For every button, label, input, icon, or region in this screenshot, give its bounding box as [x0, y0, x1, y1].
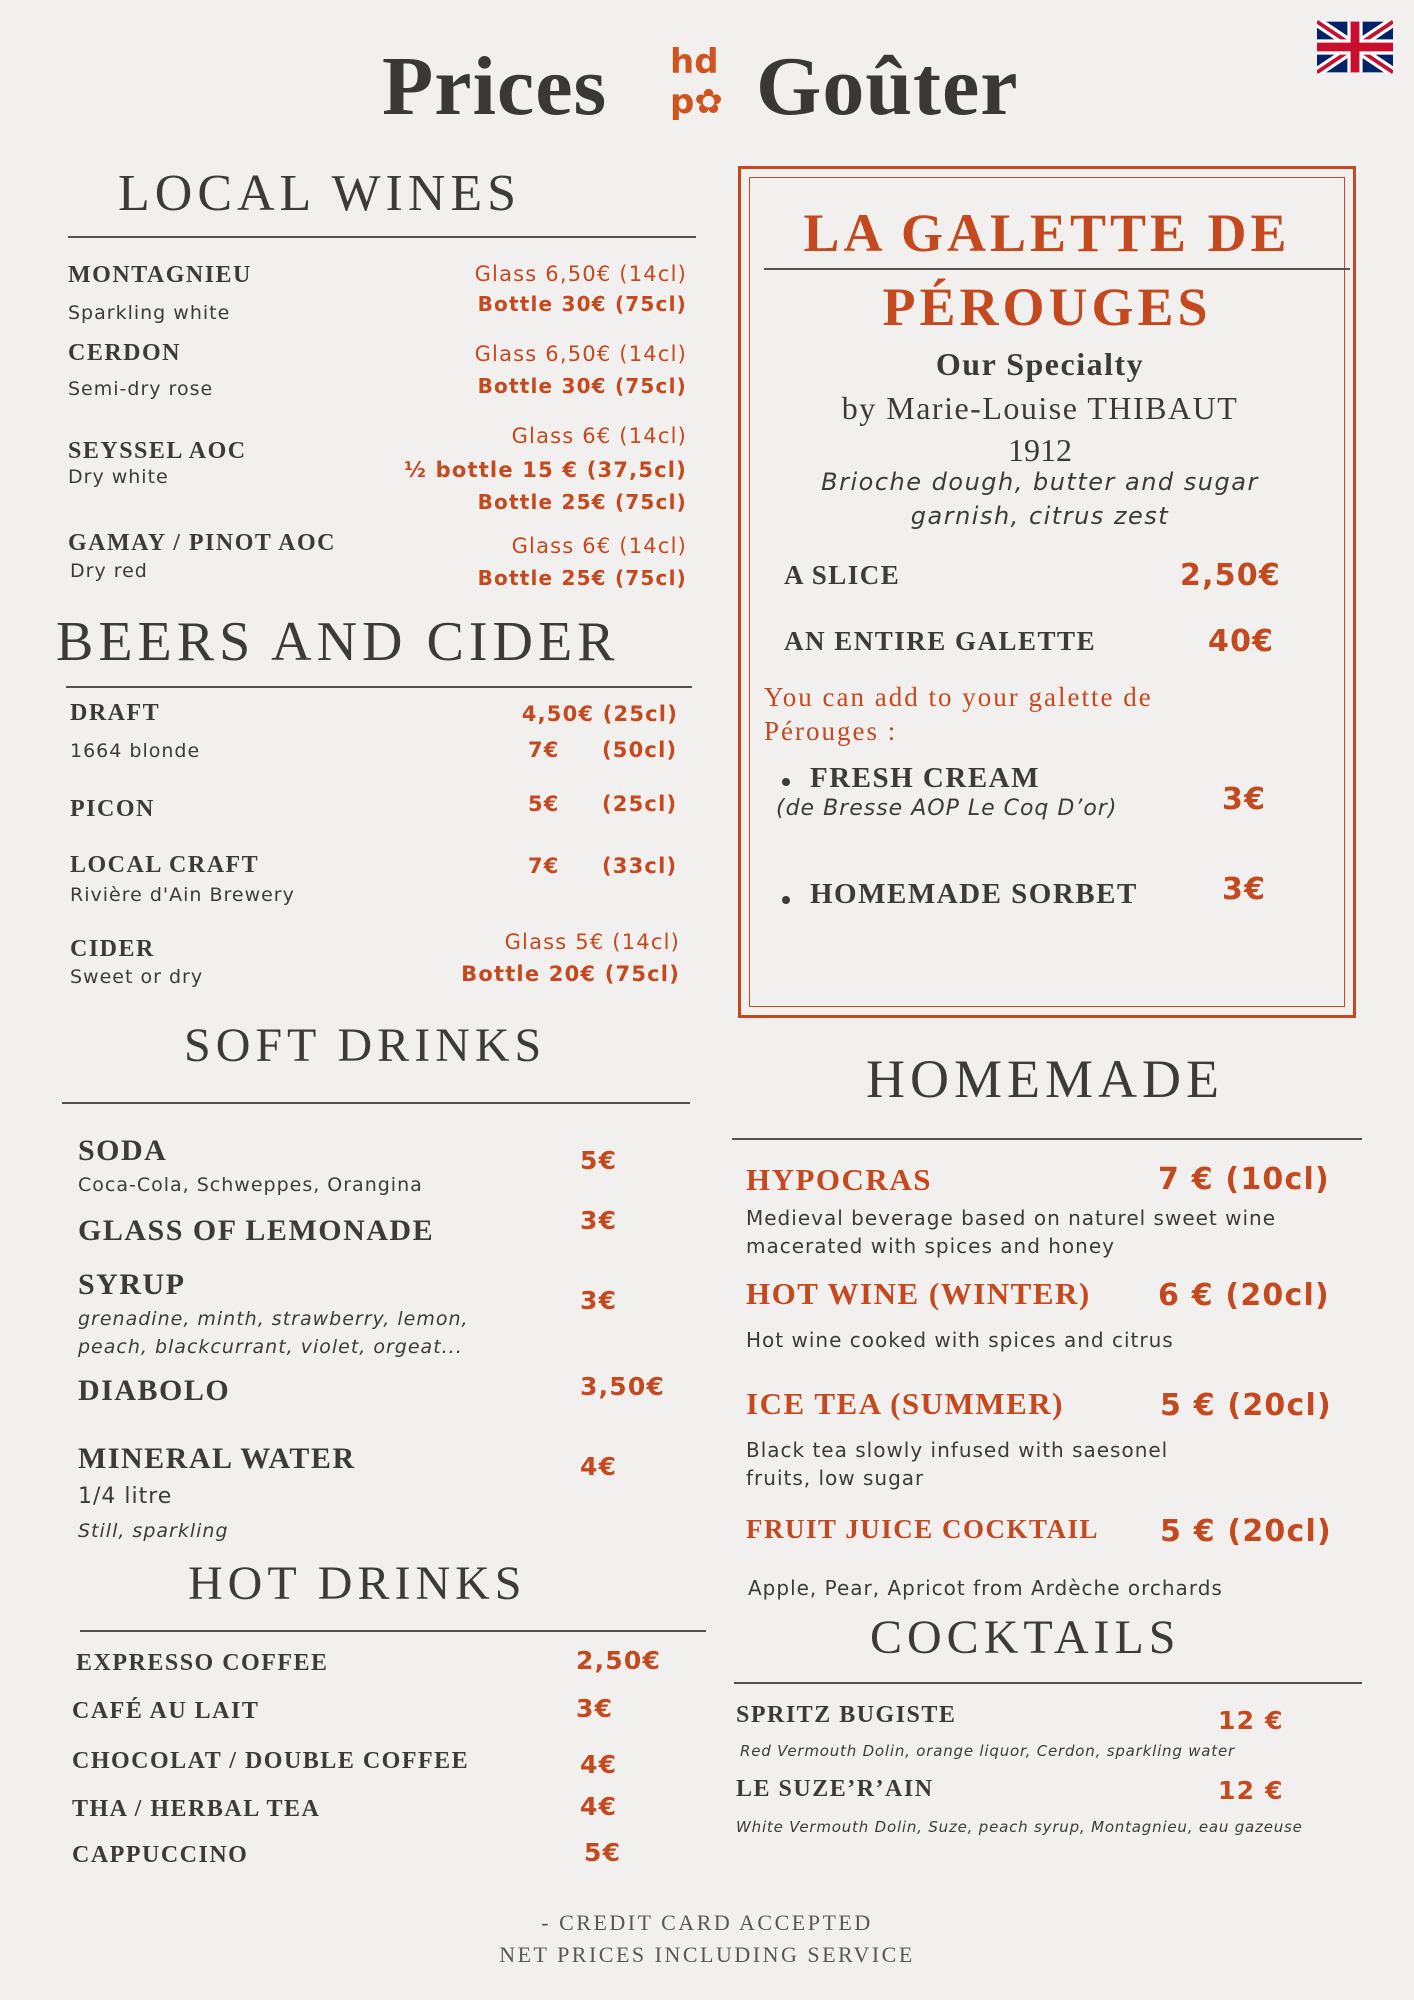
item-name: THA / HERBAL TEA [72, 1796, 321, 1822]
bullet-icon [782, 896, 790, 904]
item-desc: grenadine, minth, strawberry, lemon, [78, 1308, 469, 1330]
item-desc: Medieval beverage based on naturel sweet wine [746, 1206, 1277, 1230]
logo-line-2: p✿ [670, 82, 723, 122]
item-price: 7€ [528, 854, 560, 878]
item-name: LOCAL CRAFT [70, 852, 260, 878]
item-desc: fruits, low sugar [746, 1466, 925, 1490]
item-price: (25cl) [602, 792, 678, 816]
item-name: HOT WINE (WINTER) [746, 1276, 1091, 1311]
item-price: 4€ [580, 1750, 618, 1779]
bullet-icon [782, 778, 790, 786]
item-price: 3€ [1222, 872, 1267, 907]
item-desc: Black tea slowly infused with saesonel [746, 1438, 1169, 1462]
uk-flag-icon[interactable] [1317, 20, 1393, 74]
item-name: CIDER [70, 936, 155, 962]
item-price: 3€ [1222, 782, 1267, 817]
item-desc: 1/4 litre [78, 1484, 173, 1509]
galette-addon-intro: You can add to your galette de [764, 682, 1153, 712]
item-name: CAPPUCCINO [72, 1842, 249, 1868]
item-desc: (de Bresse AOP Le Coq D’or) [776, 796, 1118, 821]
item-price: Bottle 30€ (75cl) [477, 292, 687, 316]
item-price: 7 € (10cl) [1158, 1162, 1330, 1197]
item-price: 3€ [576, 1694, 614, 1723]
item-price: 5€ [528, 792, 560, 816]
item-price: Glass 6,50€ (14cl) [474, 262, 687, 286]
item-price: 3€ [580, 1206, 618, 1235]
item-price: Glass 6€ (14cl) [511, 424, 687, 448]
item-name: GLASS OF LEMONADE [78, 1214, 435, 1247]
divider [80, 1630, 706, 1632]
item-desc: White Vermouth Dolin, Suze, peach syrup, Montagnieu, eau gazeuse [736, 1818, 1303, 1836]
item-desc: Semi-dry rose [68, 378, 214, 400]
page-title-gouter: Goûter [756, 40, 1019, 133]
section-title-homemade: HOMEMADE [866, 1049, 1224, 1109]
item-name: FRESH CREAM [810, 762, 1040, 794]
galette-title-line-2: PÉROUGES [882, 277, 1212, 337]
item-name: MONTAGNIEU [68, 262, 252, 288]
item-price: 5€ [580, 1146, 618, 1175]
footer-payment-note: - CREDIT CARD ACCEPTED [541, 1910, 873, 1935]
item-price: 5 € (20cl) [1160, 1388, 1332, 1423]
footer-service-note: NET PRICES INCLUDING SERVICE [499, 1942, 915, 1967]
galette-subtitle: Our Specialty [935, 346, 1145, 382]
divider [732, 1138, 1362, 1140]
item-name: DIABOLO [78, 1374, 231, 1407]
galette-description: garnish, citrus zest [910, 502, 1170, 530]
item-price: Bottle 25€ (75cl) [477, 490, 687, 514]
item-price: (50cl) [602, 738, 678, 762]
item-name: CAFÉ AU LAIT [72, 1698, 260, 1724]
divider [66, 686, 692, 688]
item-name: SEYSSEL AOC [68, 438, 247, 464]
section-title-cocktails: COCKTAILS [870, 1611, 1181, 1664]
section-title-beers-cider: BEERS AND CIDER [56, 611, 620, 673]
item-price: 12 € [1218, 1776, 1284, 1805]
item-desc: Sparkling white [68, 302, 231, 324]
item-price: 3€ [580, 1286, 618, 1315]
item-name: LE SUZE’R’AIN [736, 1776, 934, 1802]
item-name: SPRITZ BUGISTE [736, 1702, 957, 1728]
page-title-prices: Prices [382, 40, 608, 133]
galette-description: Brioche dough, butter and sugar [821, 468, 1259, 496]
galette-entire-price: 40€ [1208, 624, 1275, 659]
galette-year: 1912 [1008, 432, 1072, 468]
item-desc: Rivière d'Ain Brewery [70, 884, 295, 906]
item-price: ½ bottle 15 € (37,5cl) [404, 458, 687, 482]
item-desc: Red Vermouth Dolin, orange liquor, Cerdon, sparkling water [740, 1742, 1235, 1760]
divider [62, 1102, 690, 1104]
divider [68, 236, 696, 238]
item-price: Glass 6€ (14cl) [511, 534, 687, 558]
section-title-local-wines: LOCAL WINES [118, 165, 522, 222]
item-name: FRUIT JUICE COCKTAIL [746, 1514, 1100, 1544]
item-name: MINERAL WATER [78, 1442, 356, 1475]
item-price: 6 € (20cl) [1158, 1278, 1330, 1313]
item-desc: Dry red [70, 560, 148, 582]
item-desc: peach, blackcurrant, violet, orgeat... [78, 1336, 463, 1358]
item-price: 2,50€ [576, 1646, 662, 1675]
item-price: 5 € (20cl) [1160, 1514, 1332, 1549]
item-name: CHOCOLAT / DOUBLE COFFEE [72, 1748, 470, 1774]
item-price: 3,50€ [580, 1372, 666, 1401]
galette-slice-price: 2,50€ [1180, 558, 1281, 593]
item-price: 7€ [528, 738, 560, 762]
item-price: 4€ [580, 1452, 618, 1481]
item-price: Bottle 30€ (75cl) [477, 374, 687, 398]
section-title-soft-drinks: SOFT DRINKS [184, 1019, 547, 1072]
brand-logo [670, 42, 732, 134]
section-title-hot-drinks: HOT DRINKS [188, 1557, 527, 1610]
divider [734, 1682, 1362, 1684]
item-price: 4€ [580, 1792, 618, 1821]
item-name: SYRUP [78, 1268, 186, 1301]
item-name: EXPRESSO COFFEE [76, 1650, 329, 1676]
item-price: 5€ [584, 1838, 622, 1867]
item-name: SODA [78, 1134, 168, 1167]
item-name: GAMAY / PINOT AOC [68, 530, 336, 556]
item-price: 4,50€ (25cl) [521, 702, 678, 726]
item-name: HYPOCRAS [746, 1162, 932, 1197]
item-name: PICON [70, 796, 155, 822]
item-desc: Apple, Pear, Apricot from Ardèche orchards [748, 1576, 1223, 1600]
item-desc: Hot wine cooked with spices and citrus [746, 1328, 1174, 1352]
item-price: (33cl) [602, 854, 678, 878]
item-desc: Still, sparkling [78, 1520, 229, 1542]
logo-line-1: hd [670, 42, 719, 82]
galette-slice-label: A SLICE [784, 560, 901, 590]
item-desc: 1664 blonde [70, 740, 201, 762]
galette-author: by Marie-Louise THIBAUT [841, 390, 1239, 426]
item-name: HOMEMADE SORBET [810, 878, 1138, 910]
galette-addon-intro: Pérouges : [764, 716, 898, 746]
item-name: ICE TEA (SUMMER) [746, 1386, 1064, 1421]
galette-entire-label: AN ENTIRE GALETTE [784, 626, 1097, 656]
item-name: DRAFT [70, 700, 161, 726]
item-name: CERDON [68, 340, 182, 366]
item-desc: Dry white [68, 466, 169, 488]
item-price: Glass 6,50€ (14cl) [474, 342, 687, 366]
item-price: Bottle 25€ (75cl) [477, 566, 687, 590]
item-price: Bottle 20€ (75cl) [461, 962, 680, 986]
item-desc: macerated with spices and honey [746, 1234, 1115, 1258]
divider [764, 268, 1350, 270]
item-price: 12 € [1218, 1706, 1284, 1735]
item-desc: Coca-Cola, Schweppes, Orangina [78, 1174, 423, 1196]
item-price: Glass 5€ (14cl) [504, 930, 680, 954]
item-desc: Sweet or dry [70, 966, 204, 988]
galette-title-line-1: LA GALETTE DE [803, 203, 1291, 263]
